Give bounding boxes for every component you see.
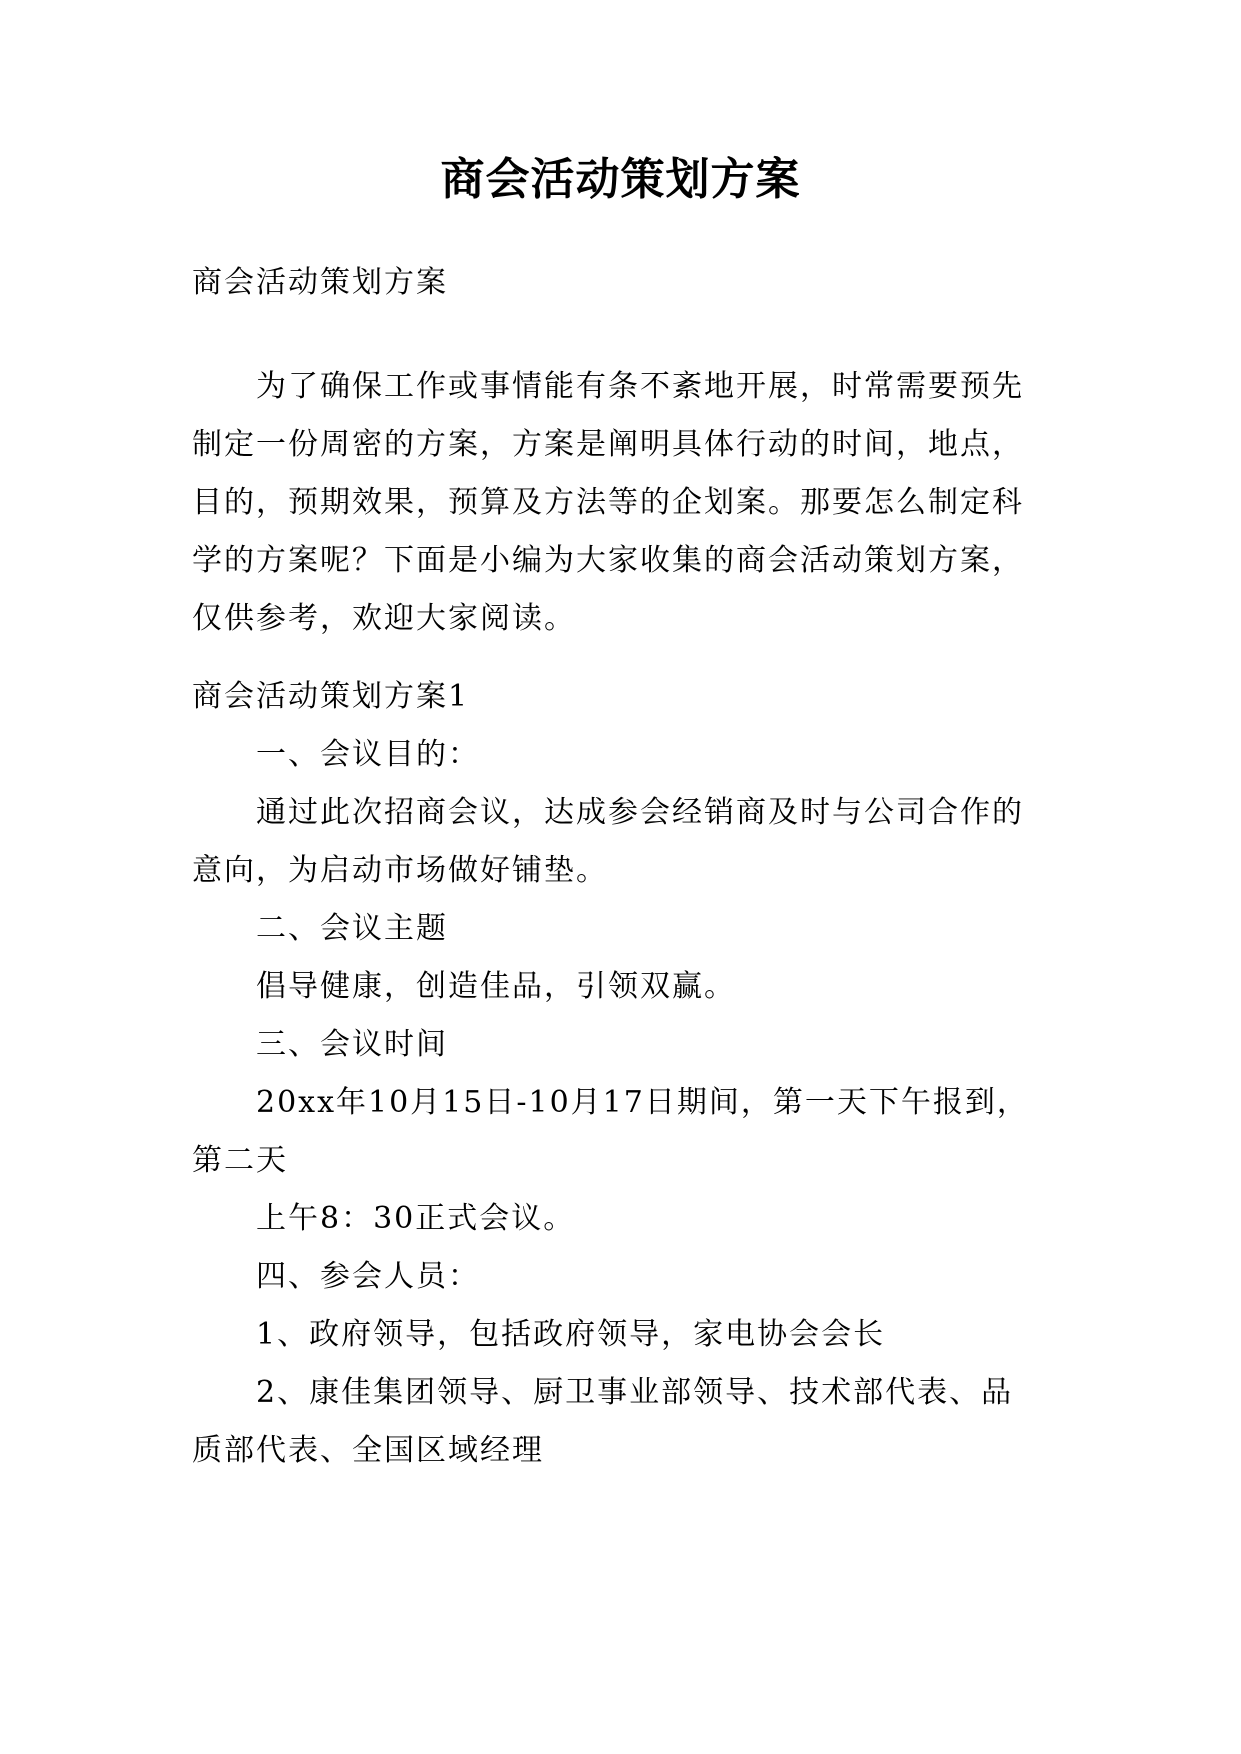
section-line: 三、会议时间 [256,1027,448,1062]
section-line: 质部代表、全国区域经理 [192,1433,544,1468]
subtitle-line: 商会活动策划方案 [192,265,448,300]
intro-line: 为了确保工作或事情能有条不紊地开展，时常需要预先 [256,369,1024,404]
section-line: 四、参会人员： [256,1259,480,1294]
section-line: 20xx年10月15日-10月17日期间，第一天下午报到， [256,1085,1029,1120]
section-line: 通过此次招商会议，达成参会经销商及时与公司合作的 [256,795,1024,830]
document-subtitle [192,254,1072,312]
intro-line: 制定一份周密的方案，方案是阐明具体行动的时间，地点， [192,427,1024,462]
section-line: 意向，为启动市场做好铺垫。 [192,853,608,888]
section-line: 倡导健康，创造佳品，引领双赢。 [256,969,736,1004]
intro-paragraph [192,358,1072,648]
document-title: 商会活动策划方案 [440,154,801,205]
section-line: 二、会议主题 [256,911,448,946]
section-line: 第二天 [192,1143,288,1178]
section-line: 1、政府领导，包括政府领导，家电协会会长 [256,1317,886,1352]
section-line: 一、会议目的： [256,737,480,772]
section-heading: 商会活动策划方案1 [192,679,470,714]
section-1 [192,668,1072,1480]
intro-line: 目的，预期效果，预算及方法等的企划案。那要怎么制定科 [192,485,1024,520]
intro-line: 仅供参考，欢迎大家阅读。 [192,601,576,636]
intro-line: 学的方案呢？下面是小编为大家收集的商会活动策划方案， [192,543,1024,578]
section-line: 2、康佳集团领导、厨卫事业部领导、技术部代表、品 [256,1375,1014,1410]
section-line: 上午8：30正式会议。 [256,1201,576,1236]
